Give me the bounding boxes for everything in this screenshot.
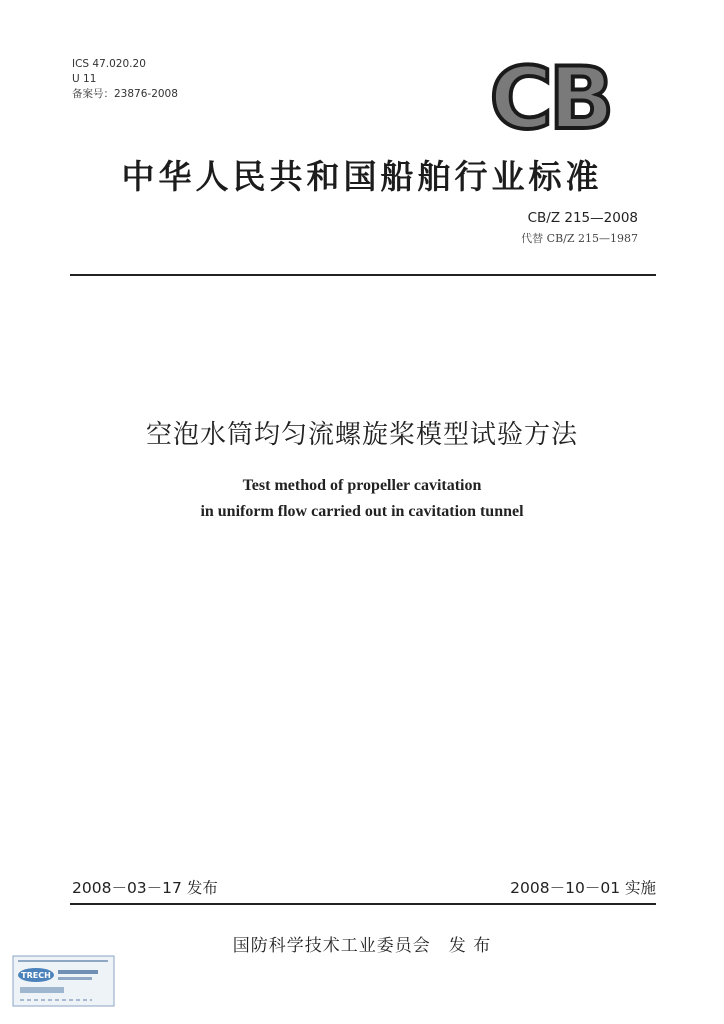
header-metadata	[72, 57, 178, 102]
ics-code: ICS 47.020.20	[72, 58, 146, 70]
issue-date: 2008－03－17 发布	[72, 879, 218, 897]
cb-logo-text: CB	[489, 58, 611, 134]
english-title-line-1: Test method of propeller cavitation	[242, 477, 482, 494]
top-divider	[70, 274, 656, 276]
cb-logo	[470, 58, 630, 134]
issuing-authority: 国防科学技术工业委员会 发 布	[232, 936, 492, 956]
english-title-line-2: in uniform flow carried out in cavitation tunnel	[200, 503, 524, 520]
replaces-standard: 代替 CB/Z 215—1987	[521, 232, 638, 245]
record-number: 备案号：23876-2008	[72, 88, 178, 100]
main-title: 中华人民共和国船舶行业标准	[121, 157, 603, 196]
standard-code: CB/Z 215—2008	[527, 210, 638, 226]
english-title	[0, 473, 724, 525]
chinese-title: 空泡水筒均匀流螺旋桨模型试验方法	[145, 420, 578, 450]
classification-code: U 11	[72, 73, 97, 85]
implementation-date: 2008－10－01 实施	[510, 879, 656, 897]
bottom-divider	[70, 903, 656, 905]
publisher-stamp	[12, 955, 115, 1007]
stamp-label: TRECH	[21, 971, 51, 980]
